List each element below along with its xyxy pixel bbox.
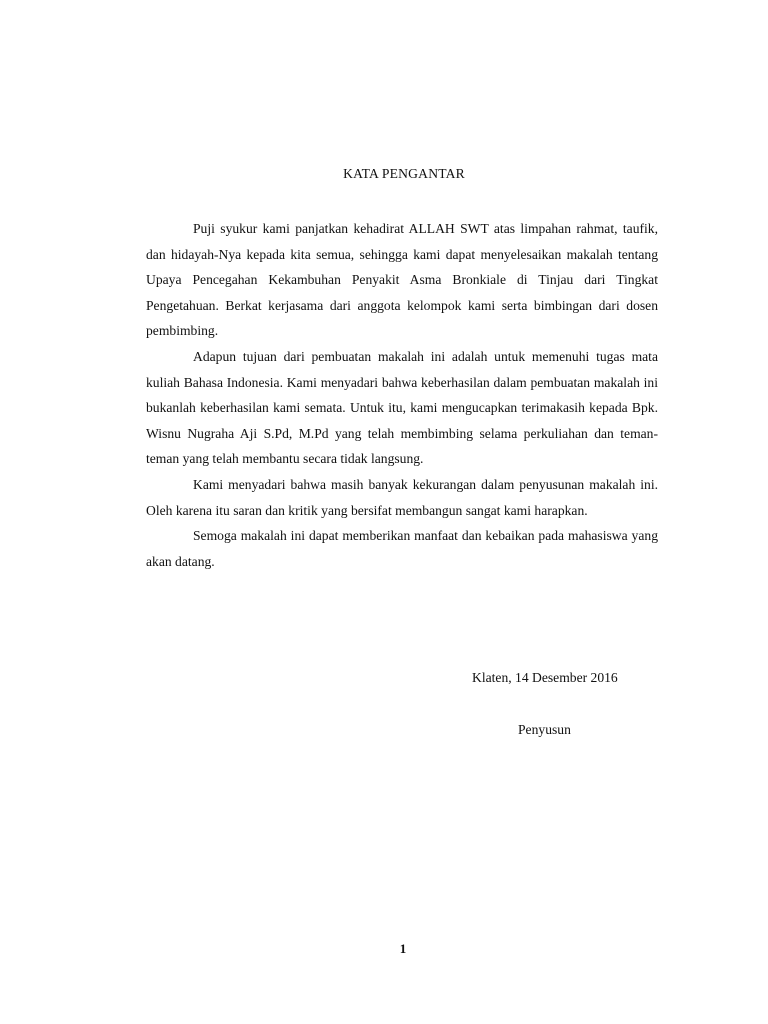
- paragraph-1: Puji syukur kami panjatkan kehadirat ALLAH SWT atas limpahan rahmat, taufik, dan hidayah-Nya kepada kita semua, sehingga kami dapat menyelesaikan makalah tentang Upaya Pencegahan Kekambuhan Penyakit Asma Bronkiale di Tinjau dari Tingkat Pengetahuan. Berkat kerjasama dari anggota kelompok kami serta bimbingan dari dosen pembimbing.: [146, 221, 658, 339]
- place-date: Klaten, 14 Desember 2016: [472, 670, 618, 685]
- paragraph-3: Kami menyadari bahwa masih banyak kekurangan dalam penyusunan makalah ini. Oleh karena itu saran dan kritik yang bersifat membangun sangat kami harapkan.: [146, 476, 658, 518]
- paragraph-4: Semoga makalah ini dapat memberikan manfaat dan kebaikan pada mahasiswa yang akan datang.: [146, 528, 658, 569]
- paragraph-2: Adapun tujuan dari pembuatan makalah ini adalah untuk memenuhi tugas mata kuliah Bahasa Indonesia. Kami menyadari bahwa keberhasilan dalam pembuatan makalah ini bukanlah keberhasilan kami semata. Untuk itu, kami mengucapkan terimakasih kepada Bpk. Wisnu Nugraha Aji S.Pd, M.Pd yang telah membimbing selama perkuliahan dan teman-teman yang telah membantu secara tidak langsung.: [146, 348, 658, 467]
- page-number: 1: [399, 941, 407, 956]
- page-title: KATA PENGANTAR: [343, 166, 465, 181]
- author-signature: Penyusun: [518, 722, 571, 737]
- body-text: [146, 216, 658, 574]
